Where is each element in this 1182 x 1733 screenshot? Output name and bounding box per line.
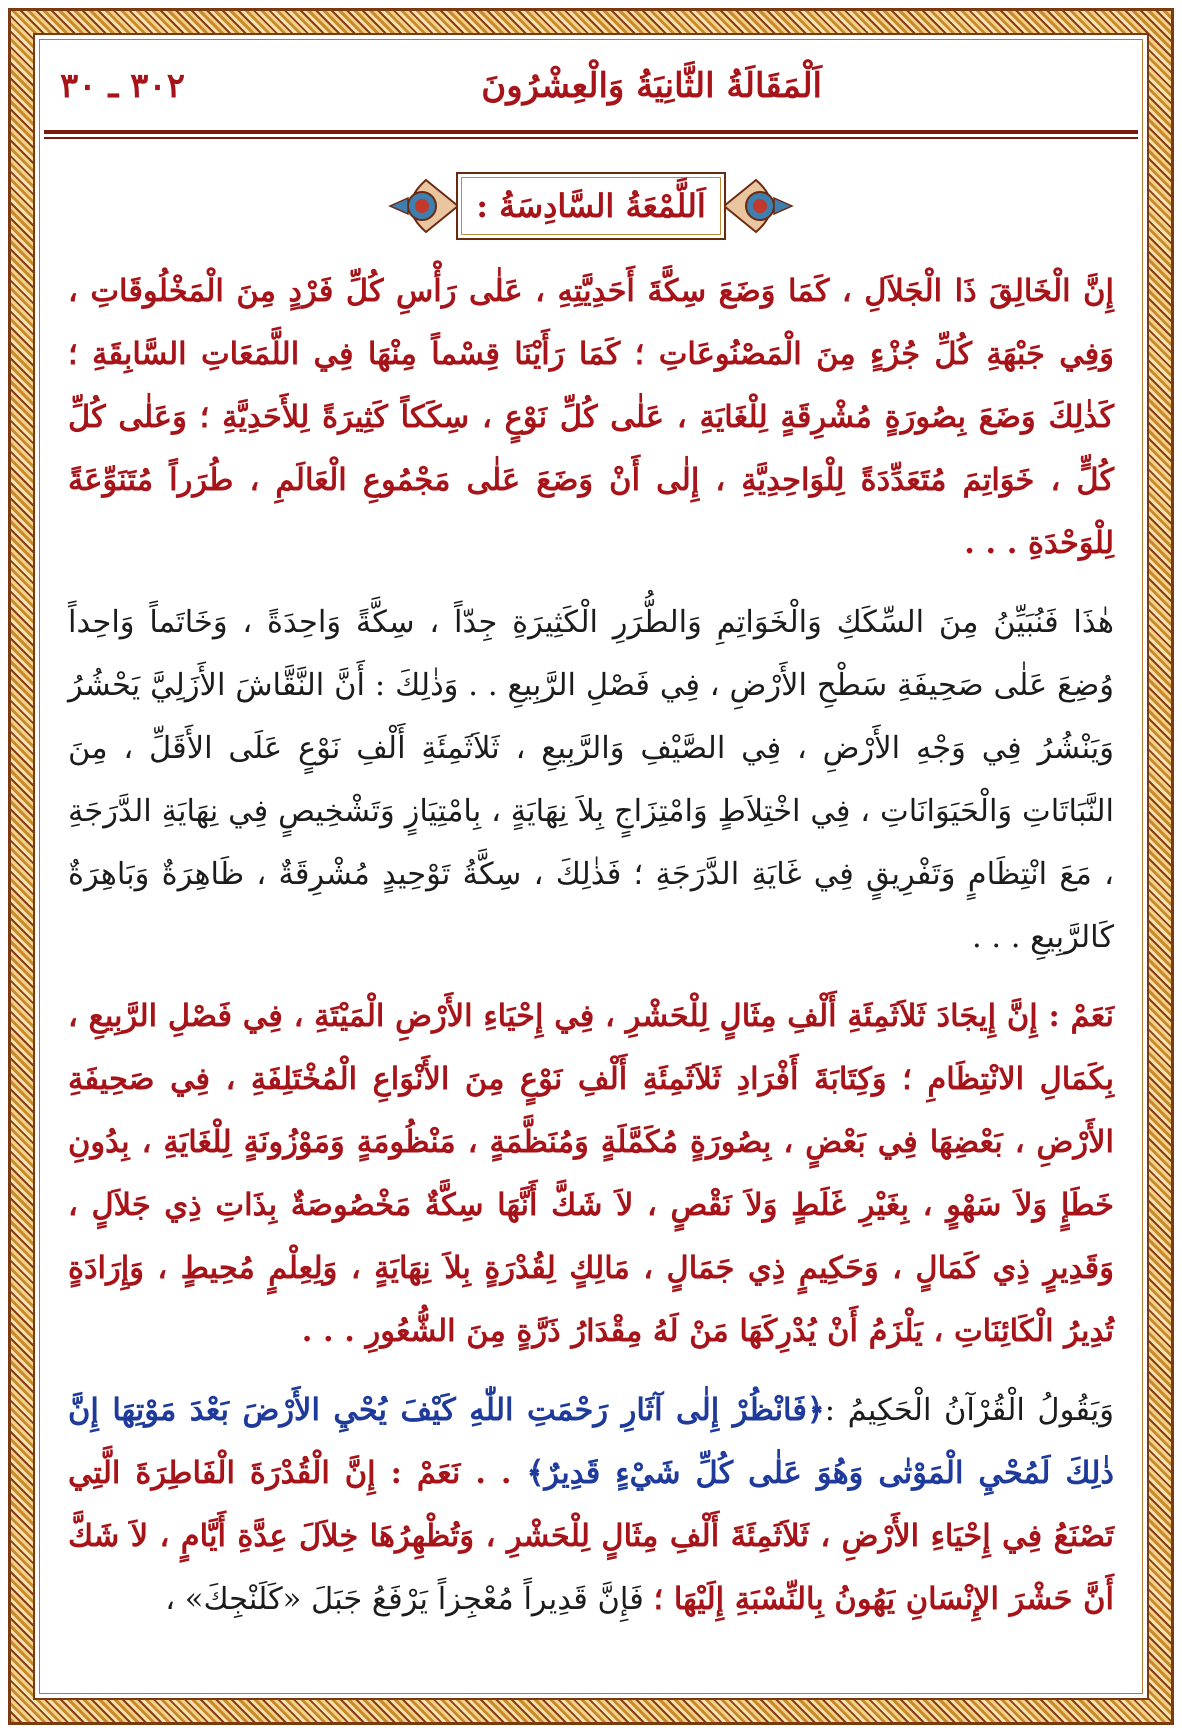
section-heading-box xyxy=(456,172,726,240)
ornament-left-icon xyxy=(386,176,458,236)
paragraph-1: إِنَّ الْخَالِقَ ذَا الْجَلاَلِ ، كَمَا وَضَعَ سِكَّةَ أَحَدِيَّتِهِ ، عَلٰى رَأْسِ كُلِّ فَرْدٍ مِنَ الْمَخْلُوقَاتِ ، وَفِي جَبْهَةِ كُلِّ جُزْءٍ مِنَ الْمَصْنُوعَاتِ ؛ كَمَا رَأَيْنَا قِسْماً مِنْهَا فِي اللَّمَعَاتِ السَّابِقَةِ ؛ كَذٰلِكَ وَضَعَ بِصُورَةٍ مُشْرِقَةٍ لِلْغَايَةِ ، عَلٰى كُلِّ نَوْعٍ ، سِكَكاً كَثِيرَةً لِلأَحَدِيَّةِ ؛ وَعَلٰى كُلِّ كُلٍّ ، خَوَاتِمَ مُتَعَدِّدَةً لِلْوَاحِدِيَّةِ ، إِلٰى أَنْ وَضَعَ عَلٰى مَجْمُوعِ الْعَالَمِ ، طُرَراً مُتَنَوِّعَةً لِلْوَحْدَةِ . . . xyxy=(68,273,1114,561)
header-rule-thin xyxy=(44,137,1138,139)
paragraph-3: نَعَمْ : إِنَّ إِيجَادَ ثَلاَثَمِئَةِ أَلْفِ مِثَالٍ لِلْحَشْرِ ، فِي إِحْيَاءِ الأَرْضِ الْمَيْتَةِ ، فِي فَصْلِ الرَّبِيعِ ، بِكَمَالِ الانْتِظَامِ ؛ وَكِتَابَةَ أَفْرَادِ ثَلاَثَمِئَةِ أَلْفِ نَوْعٍ مِنَ الأَنْوَاعِ الْمُخْتَلِفَةِ ، فِي صَحِيفَةِ الأَرْضِ ، بَعْضِهَا فِي بَعْضٍ ، بِصُورَةٍ مُكَمَّلَةٍ وَمُنَظَّمَةٍ ، مَنْظُومَةٍ وَمَوْزُونَةٍ لِلْغَايَةِ ، بِدُونِ خَطَإٍ وَلاَ سَهْوٍ ، بِغَيْرِ غَلَطٍ وَلاَ نَقْصٍ ، لاَ شَكَّ أَنَّهَا سِكَّةٌ مَخْصُوصَةٌ بِذَاتِ ذِي جَلاَلٍ ، وَقَدِيرٍ ذِي كَمَالٍ ، وَحَكِيمٍ ذِي جَمَالٍ ، مَالِكٍ لِقُدْرَةٍ بِلاَ نِهَايَةٍ ، وَلِعِلْمٍ مُحِيطٍ ، وَإِرَادَةٍ تُدِيرُ الْكَائِنَاتِ ، يَلْزَمُ أَنْ يُدْرِكَهَا مَنْ لَهُ مِقْدَارُ ذَرَّةٍ مِنَ الشُّعُورِ . . . xyxy=(68,998,1114,1349)
paragraph-4 xyxy=(68,1379,1114,1631)
page-header xyxy=(50,60,1132,120)
page-number: ٣٠٢ ـ ٣٠ xyxy=(60,66,185,106)
paragraph-4-lead: وَيَقُولُ الْقُرْآنُ الْحَكِيمُ : xyxy=(824,1393,1114,1428)
paragraph-4-tail: فَإِنَّ قَدِيراً مُعْجِزاً يَرْفَعُ جَبَلَ «كَلَنْجِكَ» ، xyxy=(165,1582,654,1617)
section-cartouche xyxy=(386,172,796,240)
paragraph-4-body: . . نَعَمْ : إِنَّ الْقُدْرَةَ الْفَاطِرَةَ الَّتِي تَصْنَعُ فِي إِحْيَاءِ الأَرْضِ ، ثَلاَثَمِئَةَ أَلْفِ مِثَالٍ لِلْحَشْرِ ، وَتُظْهِرُهَا خِلاَلَ عِدَّةِ أَيَّامٍ ، لاَ شَكَّ أَنَّ حَشْرَ الإِنْسَانِ يَهُونُ بِالنِّسْبَةِ إِلَيْهَا ؛ xyxy=(68,1455,1114,1617)
article-title: اَلْمَقَالَةُ الثَّانِيَةُ وَالْعِشْرُونَ xyxy=(481,66,822,106)
header-rule xyxy=(44,130,1138,134)
section-heading: اَللَّمْعَةُ السَّادِسَةُ : xyxy=(476,187,706,225)
paragraph-2: هٰذَا فَنُبَيِّنُ مِنَ السِّكَكِ وَالْخَوَاتِمِ وَالطُّرَرِ الْكَثِيرَةِ جِدّاً ، سِكَّةً وَاحِدَةً ، وَخَاتَماً وَاحِداً وُضِعَ عَلٰى صَحِيفَةِ سَطْحِ الأَرْضِ ، فِي فَصْلِ الرَّبِيعِ . . وَذٰلِكَ : أَنَّ النَّقَّاشَ الأَزَلِيَّ يَحْشُرُ وَيَنْشُرُ فِي وَجْهِ الأَرْضِ ، فِي الصَّيْفِ وَالرَّبِيعِ ، ثَلاَثَمِئَةِ أَلْفِ نَوْعٍ عَلَى الأَقَلِّ ، مِنَ النَّبَاتَاتِ وَالْحَيَوَانَاتِ ، فِي اخْتِلاَطٍ وَامْتِزَاجٍ بِلاَ نِهَايَةٍ ، بِامْتِيَازٍ وَتَشْخِيصٍ فِي نِهَايَةِ الدَّرَجَةِ ، مَعَ انْتِظَامٍ وَتَفْرِيقٍ فِي غَايَةِ الدَّرَجَةِ ؛ فَذٰلِكَ ، سِكَّةُ تَوْحِيدٍ مُشْرِقَةٌ ، ظَاهِرَةٌ وَبَاهِرَةٌ كَالرَّبِيعِ . . . xyxy=(68,605,1114,955)
quran-verse: ﴿فَانْظُرْ إِلٰى آثَارِ رَحْمَتِ اللّٰهِ كَيْفَ يُحْيِ الأَرْضَ بَعْدَ مَوْتِهَا إِنَّ ذٰلِكَ لَمُحْيِ الْمَوْتٰى وَهُوَ عَلٰى كُلِّ شَيْءٍ قَدِيرٌ﴾ xyxy=(68,1392,1114,1491)
ornament-right-icon xyxy=(724,176,796,236)
article-body xyxy=(68,260,1114,1631)
